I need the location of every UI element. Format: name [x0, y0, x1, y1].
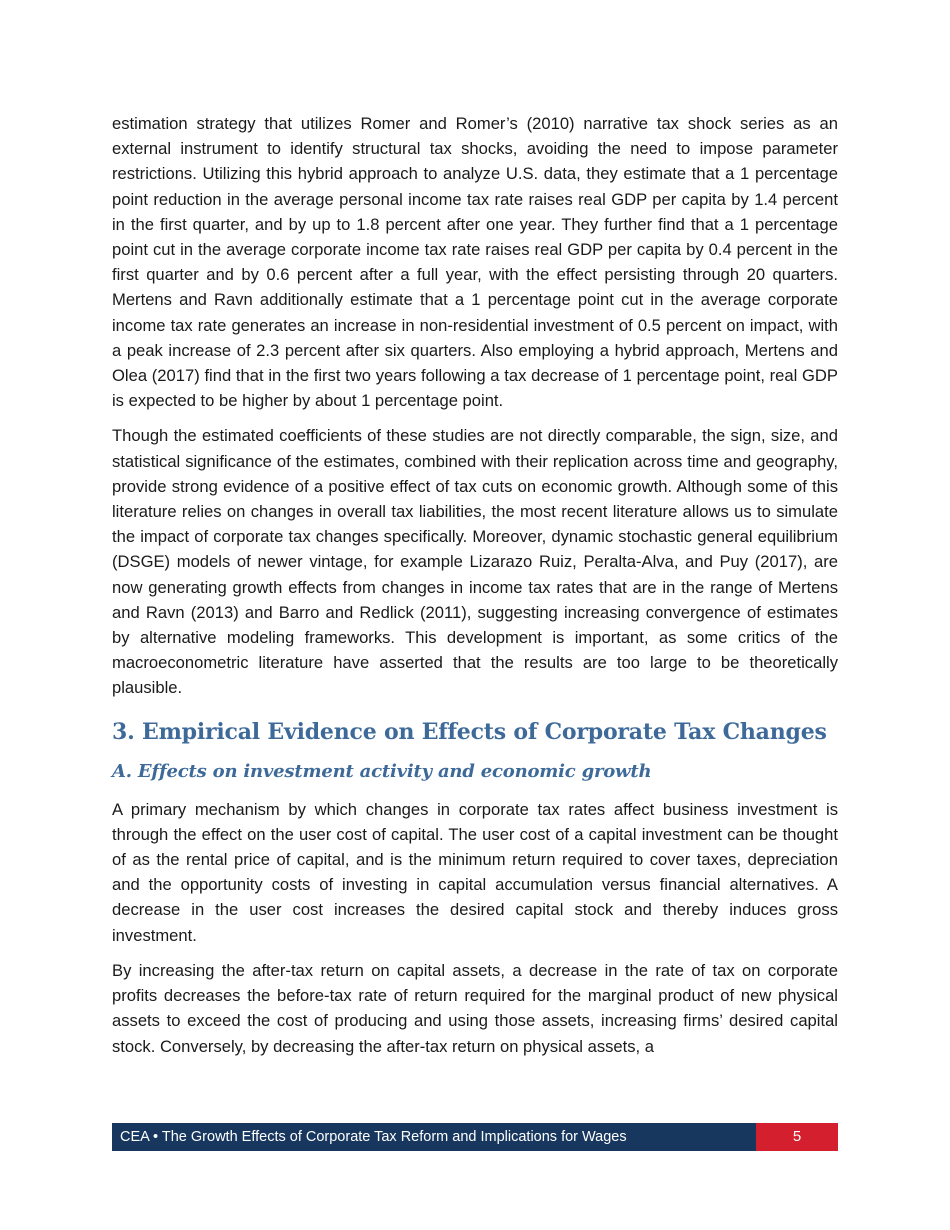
- subsection-heading: A. Effects on investment activity and economic growth: [112, 760, 652, 782]
- footer-title: CEA • The Growth Effects of Corporate Tax Reform and Implications for Wages: [112, 1123, 756, 1151]
- section-heading: 3. Empirical Evidence on Effects of Corporate Tax Changes: [112, 718, 827, 745]
- body-paragraph: A primary mechanism by which changes in corporate tax rates affect business investment is through the effect on the user cost of capital. The user cost of a capital investment can be thought of as the rental price of capital, and is the minimum return required to cover taxes, depreciation and the opportunity costs of investing in capital accumulation versus financial alternatives. A decrease in the user cost increases the desired capital stock and thereby induces gross investment.: [112, 799, 838, 945]
- body-paragraph: estimation strategy that utilizes Romer and Romer’s (2010) narrative tax shock series as an external instrument to identify structural tax shocks, avoiding the need to impose parameter restrictions. Utilizing this hybrid approach to analyze U.S. data, they estimate that a 1 percentage point reduction in the average personal income tax rate raises real GDP per capita by 1.4 percent in the first quarter, and by up to 1.8 percent after one year. They further find that a 1 percentage point cut in the average corporate income tax rate raises real GDP per capita by 0.4 percent in the first quarter and by 0.6 percent after a full year, with the effect persisting through 20 quarters. Mertens and Ravn additionally estimate that a 1 percentage point cut in the average corporate income tax rate generates an increase in non-residential investment of 0.5 percent on impact, with a peak increase of 2.3 percent after six quarters. Also employing a hybrid approach, Mertens and Olea (2017) find that in the first two years following a tax decrease of 1 percentage point, real GDP is expected to be higher by about 1 percentage point.: [112, 114, 838, 411]
- page-number: 5: [756, 1123, 838, 1151]
- body-paragraph: Though the estimated coefficients of these studies are not directly comparable, the sign, size, and statistical significance of the estimates, combined with their replication across time and geography, provide strong evidence of a positive effect of tax cuts on economic growth. Although some of this literature relies on changes in overall tax liabilities, the most recent literature allows us to simulate the impact of corporate tax changes specifically. Moreover, dynamic stochastic general equilibrium (DSGE) models of newer vintage, for example Lizarazo Ruiz, Peralta-Alva, and Puy (2017), are now generating growth effects from changes in income tax rates that are in the range of Mertens and Ravn (2013) and Barro and Redlick (2011), suggesting increasing convergence of estimates by alternative modeling frameworks. This development is important, as some critics of the macroeconometric literature have asserted that the results are too large to be theoretically plausible.: [112, 426, 838, 698]
- page-body: [112, 111, 838, 1069]
- page-footer: [112, 1123, 838, 1151]
- body-paragraph: By increasing the after-tax return on capital assets, a decrease in the rate of tax on corporate profits decreases the before-tax rate of return required for the marginal product of new physical assets to exceed the cost of producing and using those assets, increasing firms’ desired capital stock. Conversely, by decreasing the after-tax return on physical assets, a: [112, 960, 838, 1056]
